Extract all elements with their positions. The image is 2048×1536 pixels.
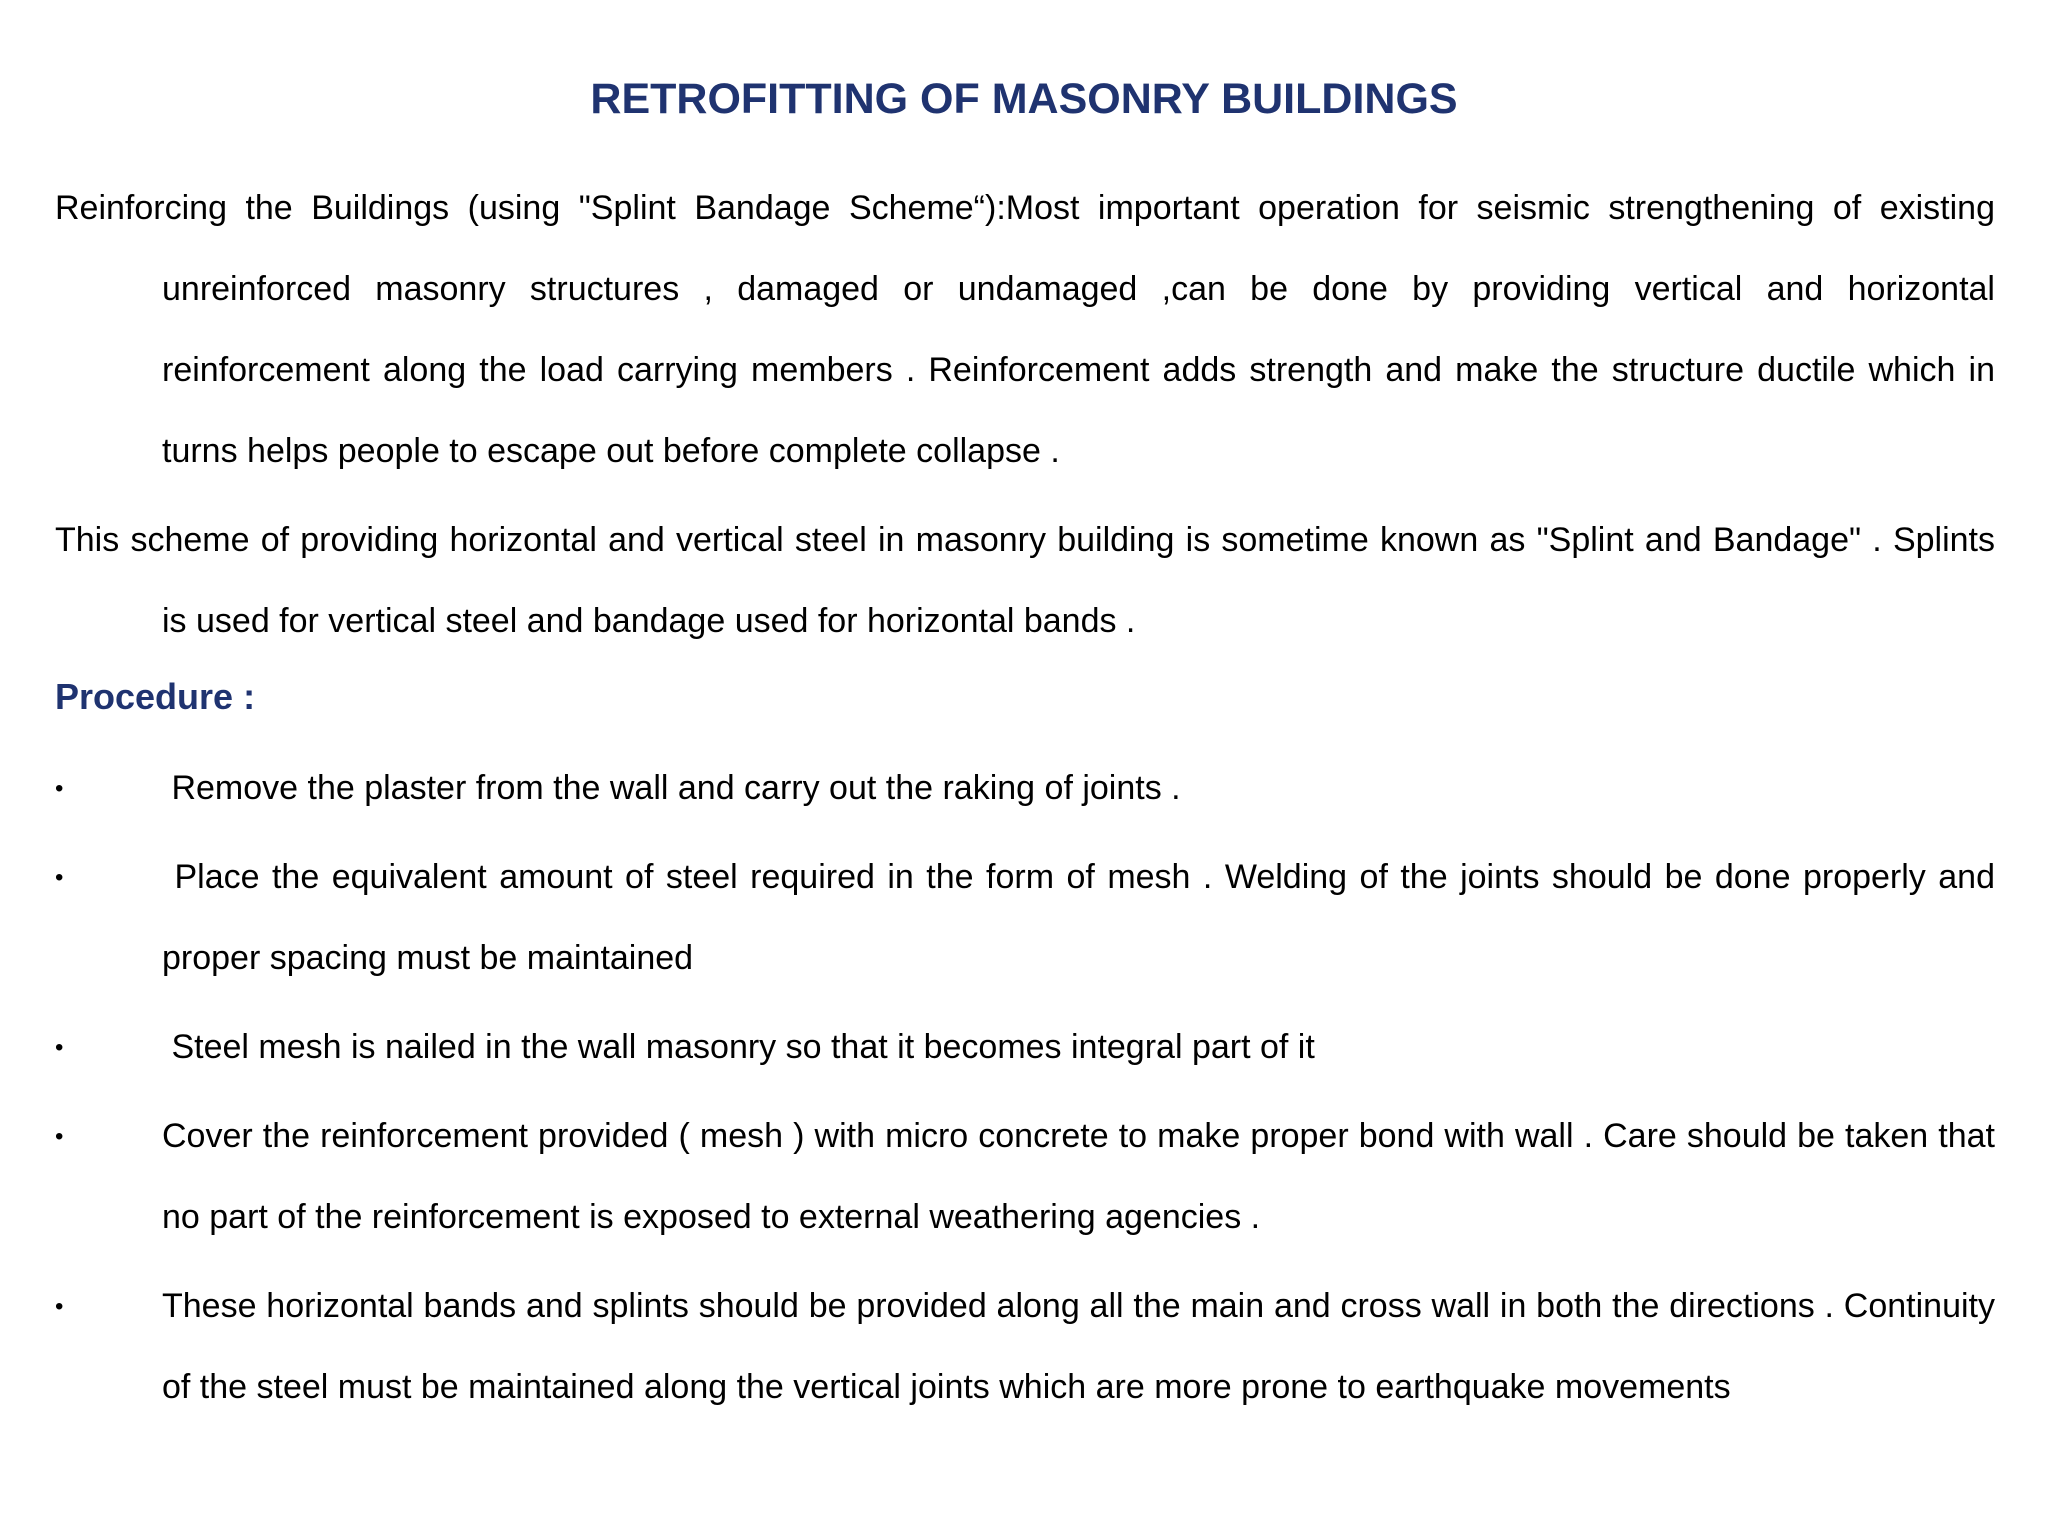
bullet-icon: • bbox=[55, 1293, 64, 1320]
procedure-step bbox=[55, 837, 2005, 999]
procedure-step bbox=[55, 1007, 1995, 1088]
slide-body bbox=[55, 168, 2005, 1436]
procedure-step-text: Remove the plaster from the wall and carry out the raking of joints . bbox=[162, 769, 1181, 807]
slide-title: RETROFITTING OF MASONRY BUILDINGS bbox=[590, 75, 1458, 123]
bullet-icon: • bbox=[55, 864, 64, 891]
bullet-icon: • bbox=[55, 1123, 64, 1150]
intro-paragraph: Reinforcing the Buildings (using "Splint Bandage Scheme“):Most important operation for seismic strengthening of existing unreinforced masonry structures , damaged or undamaged ,can be done by providing vertical and horizontal reinforcement along the load carrying members . Reinforcement adds strength and make the structure ductile which in turns helps people to escape out before complete collapse . bbox=[55, 189, 1995, 470]
procedure-step-text: Cover the reinforcement provided ( mesh ) with micro concrete to make proper bond with wall . Care should be taken that no part of the reinforcement is exposed to external weathering agencies . bbox=[162, 1117, 1995, 1236]
procedure-step bbox=[55, 748, 1995, 829]
scheme-paragraph: This scheme of providing horizontal and vertical steel in masonry building is sometime known as "Splint and Bandage" . Splints is used for vertical steel and bandage used for horizontal bands . bbox=[55, 521, 1995, 640]
procedure-step-text: Steel mesh is nailed in the wall masonry so that it becomes integral part of it bbox=[162, 1028, 1315, 1066]
procedure-step-text: Place the equivalent amount of steel required in the form of mesh . Welding of the joints should be done properly and proper spacing must be maintained bbox=[162, 858, 2005, 977]
procedure-heading: Procedure : bbox=[55, 676, 256, 717]
bullet-icon: • bbox=[55, 1034, 64, 1061]
procedure-step bbox=[55, 1096, 1995, 1258]
procedure-step-text: These horizontal bands and splints should be provided along all the main and cross wall in both the directions . Continuity of the steel must be maintained along the vertical joints which are more prone to earthquake movements bbox=[162, 1287, 1995, 1406]
procedure-step bbox=[55, 1266, 1995, 1428]
bullet-icon: • bbox=[55, 775, 64, 802]
